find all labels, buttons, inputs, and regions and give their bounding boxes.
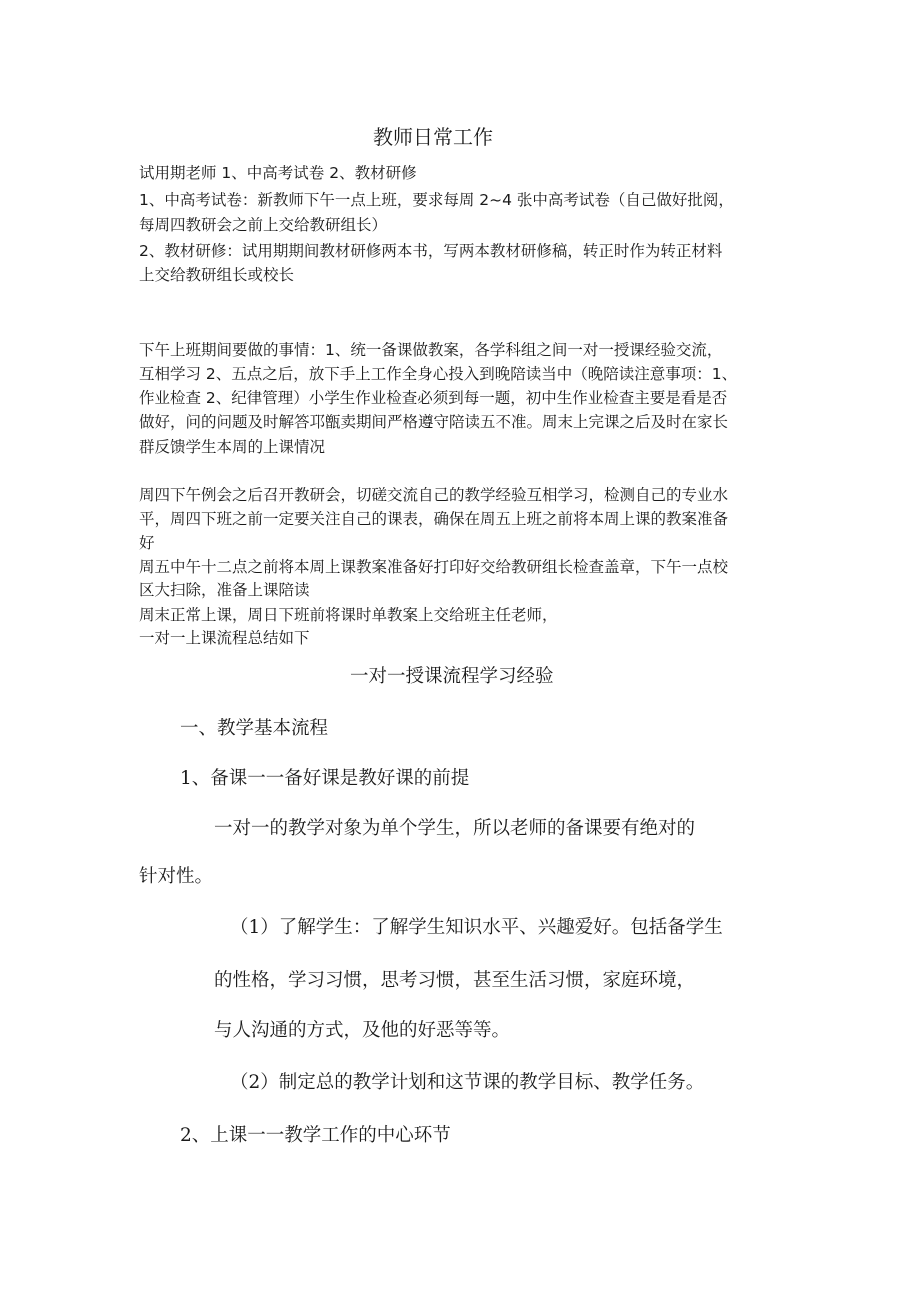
afternoon-line: 作业检查 2、纪律管理）小学生作业检查必须到每一题，初中生作业检查主要是看是否 [139, 389, 728, 407]
paragraph-line: （2）制定总的教学计划和这节课的教学目标、教学任务。 [230, 1072, 705, 1093]
paragraph-line: 的性格，学习习惯，思考习惯，甚至生活习惯，家庭环境， [214, 970, 696, 991]
doc-title: 教师日常工作 [373, 125, 493, 149]
intro-line: 2、教材研修：试用期期间教材研修两本书，写两本教材研修稿，转正时作为转正材料 [139, 242, 723, 260]
paragraph-line: （1）了解学生：了解学生知识水平、兴趣爱好。包括备学生 [230, 917, 723, 938]
weekly-line: 周四下午例会之后召开教研会，切磋交流自己的教学经验互相学习，检测自己的专业水 [139, 486, 729, 504]
paragraph-line: 一对一的教学对象为单个学生，所以老师的备课要有绝对的 [214, 818, 696, 839]
intro-line: 上交给教研组长或校长 [139, 266, 295, 284]
list-item-heading: 2、上课一一教学工作的中心环节 [180, 1125, 451, 1146]
list-item-heading: 1、备课一一备好课是教好课的前提 [180, 768, 470, 789]
afternoon-line: 下午上班期间要做的事情：1、统一备课做教案，各学科组之间一对一授课经验交流， [139, 341, 723, 359]
weekly-line: 平，周四下班之前一定要关注自己的课表，确保在周五上班之前将本周上课的教案准备 [139, 510, 729, 528]
intro-line: 试用期老师 1、中高考试卷 2、教材研修 [139, 164, 417, 182]
weekly-line: 一对一上课流程总结如下 [139, 629, 310, 647]
weekly-line: 区大扫除，准备上课陪读 [139, 581, 310, 599]
weekly-line: 周五中午十二点之前将本周上课教案准备好打印好交给教研组长检查盖章，下午一点校 [139, 558, 729, 576]
intro-line: 1、中高考试卷：新教师下午一点上班，要求每周 2~4 张中高考试卷（自己做好批阅， [139, 191, 734, 209]
weekly-line: 周末正常上课，周日下班前将课时单教案上交给班主任老师， [139, 606, 558, 624]
paragraph-line: 针对性。 [139, 866, 214, 887]
section-title: 一对一授课流程学习经验 [350, 666, 554, 687]
afternoon-line: 做好，问的问题及时解答邛甑卖期间严格遵守陪读五不准。周末上完课之后及时在家长 [139, 413, 729, 431]
afternoon-line: 互相学习 2、五点之后，放下手上工作全身心投入到晚陪读当中（晚陪读注意事项：1、 [139, 365, 738, 383]
section-heading: 一、教学基本流程 [180, 718, 329, 739]
paragraph-line: 与人沟通的方式，及他的好恶等等。 [214, 1020, 511, 1041]
weekly-line: 好 [139, 534, 155, 552]
intro-line: 每周四教研会之前上交给教研组长） [139, 216, 388, 234]
afternoon-line: 群反馈学生本周的上课情况 [139, 438, 326, 456]
